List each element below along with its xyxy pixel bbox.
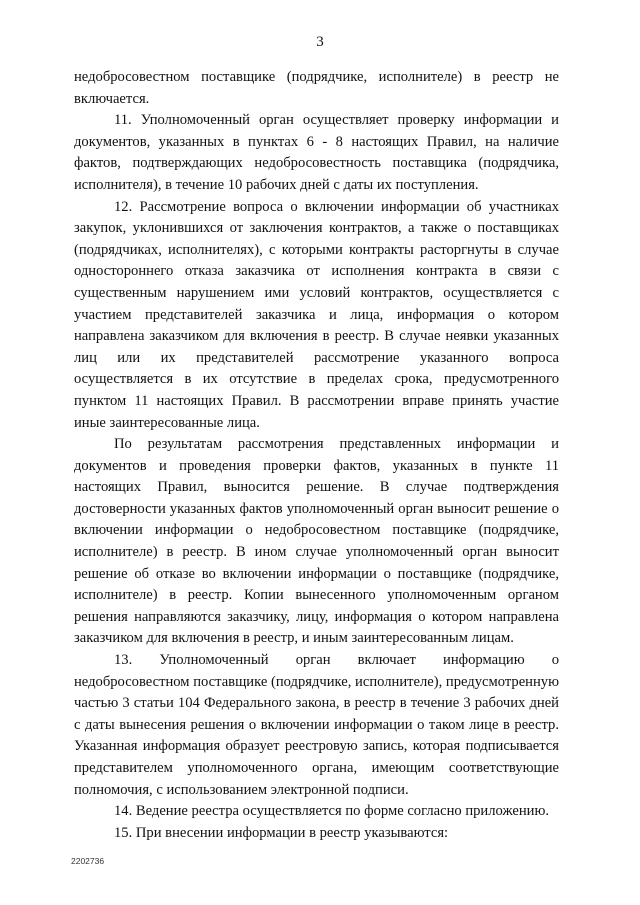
paragraph-12: 12. Рассмотрение вопроса о включении информации об участниках закупок, уклонившихся от заключения контрактов, а также о поставщиках (подрядчиках, исполнителях), с которыми контракты расторгнуты в случае одностороннего отказа заказчика от исполнения контракта в связи с существенным нарушением ими условий контрактов, осуществляется с участием представителей заказчика и лица, информация о котором направлена заказчиком для включения в реестр. В случае неявки указанных лиц или их представителей рассмотрение указанного вопроса осуществляется в их отсутствие в пределах срока, предусмотренного пунктом 11 настоящих Правил. В рассмотрении вправе принять участие иные заинтересованные лица.	[74, 198, 559, 431]
paragraph-15: 15. При внесении информации в реестр указываются:	[114, 824, 449, 841]
paragraph-11: 11. Уполномоченный орган осуществляет проверку информации и документов, указанных в пунктах 6 - 8 настоящих Правил, на наличие фактов, подтверждающих недобросовестность поставщика (подрядчика, исполнителя), в течение 10 рабочих дней с даты их поступления.	[74, 112, 559, 193]
paragraph-continuation: недобросовестном поставщике (подрядчике, исполнителе) в реестр не включается.	[74, 69, 559, 107]
paragraph-12-decision: По результатам рассмотрения представленных информации и документов и проведения проверки фактов, указанных в пункте 11 настоящих Правил, выносится решение. В случае подтверждения достоверности указанных фактов уполномоченный орган выносит решение о включении информации о недобросовестном поставщике (подрядчике, исполнителе) в реестр. В ином случае уполномоченный орган выносит решение об отказе во включении информации о поставщике (подрядчике, исполнителе) в реестр. Копии вынесенного уполномоченным органом решения направляются заказчику, лицу, информация о котором направлена заказчиком для включения в реестр, и иным заинтересованным лицам.	[74, 436, 559, 647]
paragraph-14: 14. Ведение реестра осуществляется по форме согласно приложению.	[114, 803, 549, 820]
document-body	[74, 67, 559, 844]
document-code: 2202736	[71, 856, 105, 866]
paragraph-13: 13. Уполномоченный орган включает информацию о недобросовестном поставщике (подрядчике, исполнителе), предусмотренную частью 3 статьи 104 Федерального закона, в реестр в течение 3 рабочих дней с даты вынесения решения о включении информации о таком лице в реестр. Указанная информация образует реестровую запись, которая подписывается представителем уполномоченного органа, имеющим соответствующие полномочия, с использованием электронной подписи.	[74, 652, 559, 798]
page-number: 3	[316, 34, 324, 50]
